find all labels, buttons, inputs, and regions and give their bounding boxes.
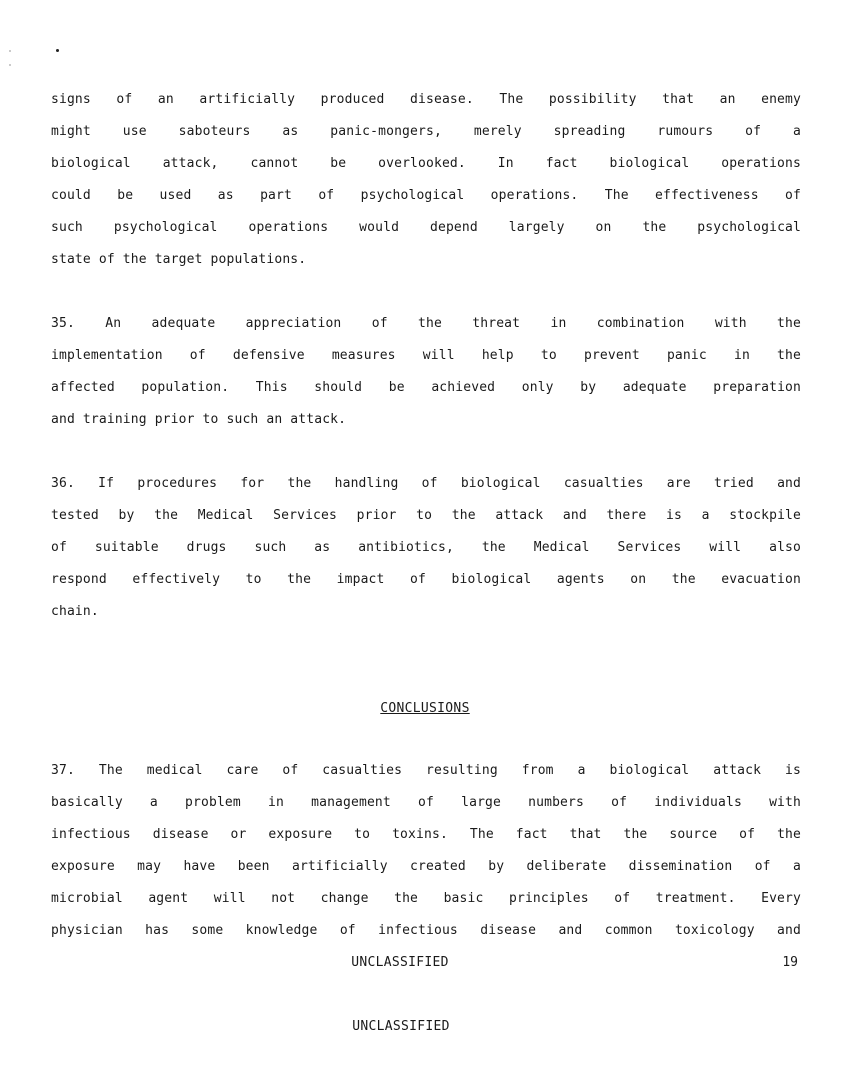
scan-speck [56,49,59,52]
text-line: affected population. This should be achieved only by adequate preparation [51,380,801,395]
text-line: and training prior to such an attack. [51,412,347,427]
next-page-classification: UNCLASSIFIED [352,1019,450,1034]
text-line: such psychological operations would depend largely on the psychological [51,220,801,235]
text-line: could be used as part of psychological operations. The effectiveness of [51,188,801,203]
footer-classification: UNCLASSIFIED [351,955,449,970]
text-line: physician has some knowledge of infectious disease and common toxicology and [51,923,801,938]
text-line: chain. [51,604,99,619]
text-line: basically a problem in management of large numbers of individuals with [51,795,801,810]
text-line: signs of an artificially produced disease. The possibility that an enemy [51,92,801,107]
text-line: tested by the Medical Services prior to the attack and there is a stockpile [51,508,801,523]
text-line: 37. The medical care of casualties resulting from a biological attack is [51,763,801,778]
text-line: of suitable drugs such as antibiotics, the Medical Services will also [51,540,801,555]
scan-speck [9,50,11,52]
text-line: microbial agent will not change the basic principles of treatment. Every [51,891,801,906]
page-number: 19 [782,955,798,970]
text-line: 36. If procedures for the handling of biological casualties are tried and [51,476,801,491]
text-line: exposure may have been artificially created by deliberate dissemination of a [51,859,801,874]
scan-speck [9,64,11,66]
text-line: infectious disease or exposure to toxins. The fact that the source of the [51,827,801,842]
text-line: respond effectively to the impact of biological agents on the evacuation [51,572,801,587]
text-line: might use saboteurs as panic-mongers, merely spreading rumours of a [51,124,801,139]
section-heading: CONCLUSIONS [380,701,470,716]
text-line: biological attack, cannot be overlooked. In fact biological operations [51,156,801,171]
text-line: 35. An adequate appreciation of the threat in combination with the [51,316,801,331]
text-line: state of the target populations. [51,252,307,267]
text-line: implementation of defensive measures will help to prevent panic in the [51,348,801,363]
